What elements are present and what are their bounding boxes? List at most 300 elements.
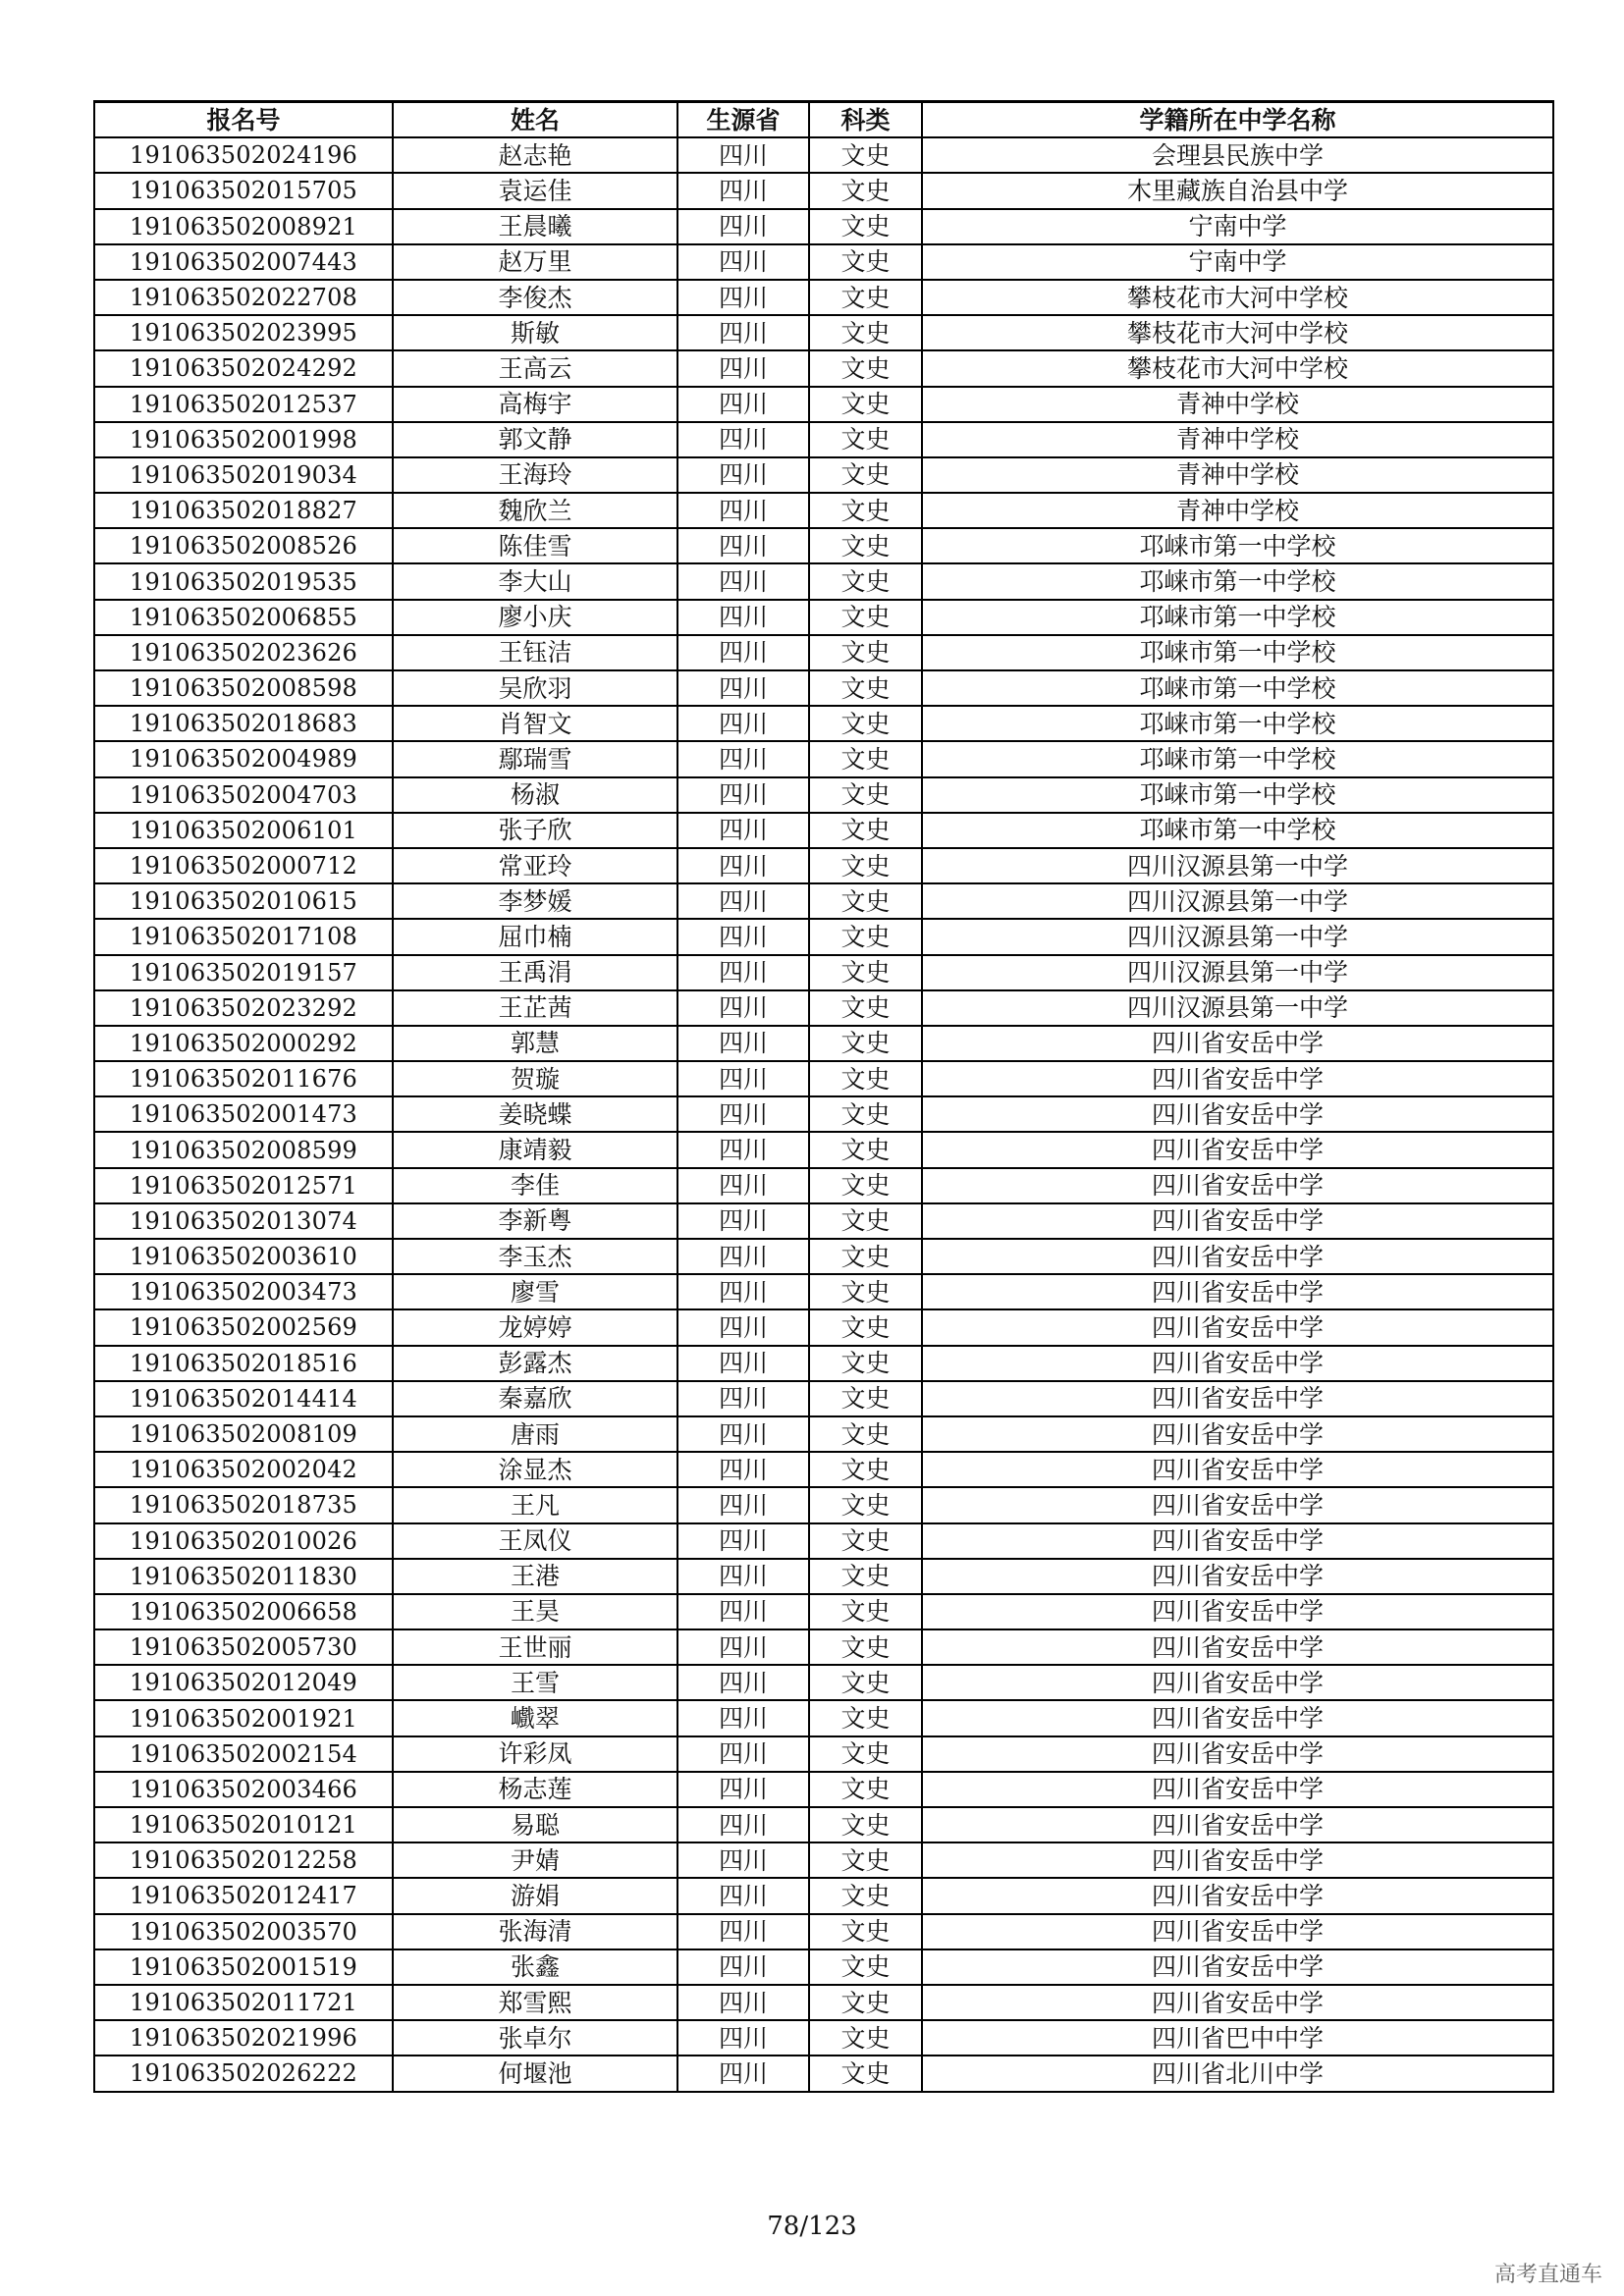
cell-subject-category: 文史 <box>809 706 922 741</box>
cell-province: 四川 <box>677 1736 809 1772</box>
cell-name: 廖雪 <box>393 1274 677 1309</box>
cell-name: 郭文静 <box>393 422 677 457</box>
cell-province: 四川 <box>677 280 809 315</box>
cell-name: 王凡 <box>393 1487 677 1522</box>
cell-name: 王昊 <box>393 1594 677 1629</box>
cell-subject-category: 文史 <box>809 600 922 635</box>
cell-province: 四川 <box>677 1842 809 1878</box>
cell-name: 李俊杰 <box>393 280 677 315</box>
cell-province: 四川 <box>677 244 809 280</box>
cell-school-name: 四川省安岳中学 <box>922 1274 1553 1309</box>
cell-registration-number: 191063502008921 <box>94 209 393 244</box>
cell-subject-category: 文史 <box>809 1807 922 1842</box>
cell-name: 游娟 <box>393 1878 677 1913</box>
cell-province: 四川 <box>677 1096 809 1132</box>
cell-name: 张卓尔 <box>393 2020 677 2056</box>
cell-province: 四川 <box>677 635 809 670</box>
cell-province: 四川 <box>677 990 809 1026</box>
cell-registration-number: 191063502022708 <box>94 280 393 315</box>
cell-school-name: 会理县民族中学 <box>922 137 1553 173</box>
table-row <box>94 1026 1553 1061</box>
cell-name: 陈佳雪 <box>393 528 677 563</box>
cell-name: 张海清 <box>393 1914 677 1949</box>
cell-province: 四川 <box>677 457 809 493</box>
cell-school-name: 四川省安岳中学 <box>922 1452 1553 1487</box>
cell-name: 高梅宇 <box>393 387 677 422</box>
page-number: 78/123 <box>767 2212 857 2241</box>
cell-province: 四川 <box>677 493 809 528</box>
cell-school-name: 四川汉源县第一中学 <box>922 955 1553 990</box>
cell-subject-category: 文史 <box>809 422 922 457</box>
header-name: 姓名 <box>393 102 677 138</box>
cell-subject-category: 文史 <box>809 280 922 315</box>
cell-province: 四川 <box>677 1381 809 1416</box>
cell-subject-category: 文史 <box>809 883 922 919</box>
table-row <box>94 955 1553 990</box>
cell-subject-category: 文史 <box>809 1416 922 1452</box>
cell-subject-category: 文史 <box>809 1523 922 1559</box>
cell-school-name: 四川省安岳中学 <box>922 1309 1553 1345</box>
table-row <box>94 990 1553 1026</box>
cell-subject-category: 文史 <box>809 387 922 422</box>
table-body <box>94 137 1553 2091</box>
cell-name: 李玉杰 <box>393 1239 677 1274</box>
cell-subject-category: 文史 <box>809 741 922 776</box>
cell-name: 李佳 <box>393 1168 677 1203</box>
cell-province: 四川 <box>677 315 809 350</box>
cell-school-name: 宁南中学 <box>922 209 1553 244</box>
cell-name: 袁运佳 <box>393 173 677 208</box>
cell-registration-number: 191063502017108 <box>94 919 393 954</box>
cell-subject-category: 文史 <box>809 528 922 563</box>
cell-province: 四川 <box>677 137 809 173</box>
cell-school-name: 四川省安岳中学 <box>922 1168 1553 1203</box>
cell-school-name: 四川省安岳中学 <box>922 1096 1553 1132</box>
cell-name: 李新粤 <box>393 1203 677 1239</box>
table-row <box>94 1416 1553 1452</box>
table-row <box>94 1842 1553 1878</box>
cell-name: 张子欣 <box>393 813 677 848</box>
table-row <box>94 741 1553 776</box>
cell-registration-number: 191063502003610 <box>94 1239 393 1274</box>
cell-province: 四川 <box>677 350 809 386</box>
cell-registration-number: 191063502006101 <box>94 813 393 848</box>
cell-school-name: 邛崃市第一中学校 <box>922 813 1553 848</box>
cell-name: 王钰洁 <box>393 635 677 670</box>
cell-school-name: 四川省北川中学 <box>922 2056 1553 2091</box>
cell-name: 王雪 <box>393 1665 677 1700</box>
cell-subject-category: 文史 <box>809 244 922 280</box>
table-row <box>94 600 1553 635</box>
cell-registration-number: 191063502012258 <box>94 1842 393 1878</box>
cell-school-name: 四川汉源县第一中学 <box>922 848 1553 883</box>
cell-school-name: 攀枝花市大河中学校 <box>922 350 1553 386</box>
cell-registration-number: 191063502014414 <box>94 1381 393 1416</box>
table-row <box>94 1700 1553 1735</box>
cell-province: 四川 <box>677 1807 809 1842</box>
table-row <box>94 244 1553 280</box>
cell-school-name: 四川汉源县第一中学 <box>922 919 1553 954</box>
cell-registration-number: 191063502026222 <box>94 2056 393 2091</box>
cell-name: 贺璇 <box>393 1061 677 1096</box>
cell-school-name: 四川省巴中中学 <box>922 2020 1553 2056</box>
cell-subject-category: 文史 <box>809 777 922 813</box>
cell-name: 唐雨 <box>393 1416 677 1452</box>
table-row <box>94 387 1553 422</box>
cell-province: 四川 <box>677 1274 809 1309</box>
table-row <box>94 1096 1553 1132</box>
cell-province: 四川 <box>677 1309 809 1345</box>
cell-registration-number: 191063502008599 <box>94 1132 393 1167</box>
watermark-text: 高考直通车 <box>1493 2263 1602 2287</box>
cell-province: 四川 <box>677 706 809 741</box>
cell-registration-number: 191063502023995 <box>94 315 393 350</box>
cell-school-name: 四川省安岳中学 <box>922 1985 1553 2020</box>
cell-registration-number: 191063502001998 <box>94 422 393 457</box>
cell-registration-number: 191063502006658 <box>94 1594 393 1629</box>
cell-name: 斯敏 <box>393 315 677 350</box>
cell-registration-number: 191063502002042 <box>94 1452 393 1487</box>
cell-name: 李大山 <box>393 563 677 599</box>
cell-registration-number: 191063502011721 <box>94 1985 393 2020</box>
cell-subject-category: 文史 <box>809 919 922 954</box>
cell-school-name: 四川省安岳中学 <box>922 1700 1553 1735</box>
cell-name: 王海玲 <box>393 457 677 493</box>
cell-registration-number: 191063502019157 <box>94 955 393 990</box>
cell-province: 四川 <box>677 1168 809 1203</box>
cell-school-name: 邛崃市第一中学校 <box>922 635 1553 670</box>
cell-subject-category: 文史 <box>809 315 922 350</box>
cell-name: 屈巾楠 <box>393 919 677 954</box>
cell-school-name: 四川省安岳中学 <box>922 1878 1553 1913</box>
table-row <box>94 1985 1553 2020</box>
table-header-row <box>94 102 1553 138</box>
table-row <box>94 137 1553 173</box>
cell-subject-category: 文史 <box>809 173 922 208</box>
cell-registration-number: 191063502010615 <box>94 883 393 919</box>
cell-subject-category: 文史 <box>809 990 922 1026</box>
cell-name: 许彩凤 <box>393 1736 677 1772</box>
cell-school-name: 四川省安岳中学 <box>922 1949 1553 1985</box>
cell-registration-number: 191063502008598 <box>94 670 393 706</box>
cell-school-name: 邛崃市第一中学校 <box>922 600 1553 635</box>
cell-school-name: 四川省安岳中学 <box>922 1559 1553 1594</box>
cell-school-name: 四川汉源县第一中学 <box>922 990 1553 1026</box>
table-row <box>94 1736 1553 1772</box>
table-row <box>94 528 1553 563</box>
cell-name: 何堰池 <box>393 2056 677 2091</box>
cell-school-name: 青神中学校 <box>922 422 1553 457</box>
table-row <box>94 1949 1553 1985</box>
table-row <box>94 422 1553 457</box>
cell-school-name: 四川省安岳中学 <box>922 1487 1553 1522</box>
cell-school-name: 青神中学校 <box>922 457 1553 493</box>
cell-subject-category: 文史 <box>809 1132 922 1167</box>
table-row <box>94 1594 1553 1629</box>
cell-province: 四川 <box>677 209 809 244</box>
cell-subject-category: 文史 <box>809 1665 922 1700</box>
cell-subject-category: 文史 <box>809 1736 922 1772</box>
cell-school-name: 攀枝花市大河中学校 <box>922 315 1553 350</box>
table-row <box>94 1239 1553 1274</box>
table-row <box>94 670 1553 706</box>
cell-registration-number: 191063502010026 <box>94 1523 393 1559</box>
cell-school-name: 四川省安岳中学 <box>922 1061 1553 1096</box>
cell-name: 王世丽 <box>393 1629 677 1665</box>
cell-name: 彭露杰 <box>393 1346 677 1381</box>
cell-registration-number: 191063502011830 <box>94 1559 393 1594</box>
cell-school-name: 宁南中学 <box>922 244 1553 280</box>
table-row <box>94 1203 1553 1239</box>
cell-registration-number: 191063502018683 <box>94 706 393 741</box>
cell-registration-number: 191063502013074 <box>94 1203 393 1239</box>
cell-registration-number: 191063502023292 <box>94 990 393 1026</box>
cell-province: 四川 <box>677 1700 809 1735</box>
table-row <box>94 1061 1553 1096</box>
cell-registration-number: 191063502008109 <box>94 1416 393 1452</box>
cell-registration-number: 191063502019034 <box>94 457 393 493</box>
cell-province: 四川 <box>677 2056 809 2091</box>
cell-name: 涂显杰 <box>393 1452 677 1487</box>
cell-registration-number: 191063502024292 <box>94 350 393 386</box>
cell-registration-number: 191063502003570 <box>94 1914 393 1949</box>
cell-name: 赵志艳 <box>393 137 677 173</box>
table-row <box>94 1309 1553 1345</box>
cell-province: 四川 <box>677 600 809 635</box>
table-row <box>94 919 1553 954</box>
cell-province: 四川 <box>677 741 809 776</box>
cell-school-name: 邛崃市第一中学校 <box>922 777 1553 813</box>
cell-province: 四川 <box>677 1487 809 1522</box>
table-row <box>94 1168 1553 1203</box>
cell-name: 王禹涓 <box>393 955 677 990</box>
cell-province: 四川 <box>677 813 809 848</box>
cell-name: 王高云 <box>393 350 677 386</box>
cell-registration-number: 191063502018516 <box>94 1346 393 1381</box>
cell-registration-number: 191063502012571 <box>94 1168 393 1203</box>
cell-subject-category: 文史 <box>809 1381 922 1416</box>
cell-school-name: 青神中学校 <box>922 387 1553 422</box>
cell-school-name: 青神中学校 <box>922 493 1553 528</box>
cell-name: 张鑫 <box>393 1949 677 1985</box>
table-row <box>94 1807 1553 1842</box>
cell-name: 杨淑 <box>393 777 677 813</box>
table-row <box>94 777 1553 813</box>
cell-subject-category: 文史 <box>809 2056 922 2091</box>
cell-name: 李梦媛 <box>393 883 677 919</box>
cell-school-name: 四川汉源县第一中学 <box>922 883 1553 919</box>
cell-school-name: 四川省安岳中学 <box>922 1665 1553 1700</box>
header-province: 生源省 <box>677 102 809 138</box>
cell-name: 魏欣兰 <box>393 493 677 528</box>
cell-province: 四川 <box>677 1026 809 1061</box>
cell-registration-number: 191063502010121 <box>94 1807 393 1842</box>
cell-name: 廖小庆 <box>393 600 677 635</box>
table-row <box>94 848 1553 883</box>
cell-subject-category: 文史 <box>809 350 922 386</box>
table-row <box>94 883 1553 919</box>
cell-registration-number: 191063502018735 <box>94 1487 393 1522</box>
cell-school-name: 四川省安岳中学 <box>922 1026 1553 1061</box>
table-row <box>94 813 1553 848</box>
cell-province: 四川 <box>677 777 809 813</box>
cell-registration-number: 191063502002154 <box>94 1736 393 1772</box>
cell-registration-number: 191063502005730 <box>94 1629 393 1665</box>
cell-province: 四川 <box>677 173 809 208</box>
cell-province: 四川 <box>677 2020 809 2056</box>
cell-subject-category: 文史 <box>809 457 922 493</box>
table-row <box>94 315 1553 350</box>
cell-registration-number: 191063502001473 <box>94 1096 393 1132</box>
cell-subject-category: 文史 <box>809 1878 922 1913</box>
table-row <box>94 2020 1553 2056</box>
cell-school-name: 邛崃市第一中学校 <box>922 670 1553 706</box>
cell-school-name: 四川省安岳中学 <box>922 1239 1553 1274</box>
cell-name: 王凤仪 <box>393 1523 677 1559</box>
cell-subject-category: 文史 <box>809 1239 922 1274</box>
cell-registration-number: 191063502001519 <box>94 1949 393 1985</box>
table-row <box>94 1559 1553 1594</box>
cell-registration-number: 191063502003473 <box>94 1274 393 1309</box>
cell-province: 四川 <box>677 528 809 563</box>
cell-name: 尹婧 <box>393 1842 677 1878</box>
cell-subject-category: 文史 <box>809 1346 922 1381</box>
cell-school-name: 攀枝花市大河中学校 <box>922 280 1553 315</box>
table-row <box>94 2056 1553 2091</box>
cell-subject-category: 文史 <box>809 137 922 173</box>
cell-registration-number: 191063502007443 <box>94 244 393 280</box>
cell-province: 四川 <box>677 955 809 990</box>
cell-school-name: 四川省安岳中学 <box>922 1772 1553 1807</box>
cell-school-name: 四川省安岳中学 <box>922 1203 1553 1239</box>
table-row <box>94 1914 1553 1949</box>
cell-subject-category: 文史 <box>809 493 922 528</box>
cell-subject-category: 文史 <box>809 2020 922 2056</box>
cell-name: 易聪 <box>393 1807 677 1842</box>
table-row <box>94 173 1553 208</box>
cell-registration-number: 191063502015705 <box>94 173 393 208</box>
cell-registration-number: 191063502000712 <box>94 848 393 883</box>
cell-province: 四川 <box>677 1914 809 1949</box>
cell-registration-number: 191063502004989 <box>94 741 393 776</box>
cell-province: 四川 <box>677 1629 809 1665</box>
header-school-name: 学籍所在中学名称 <box>922 102 1553 138</box>
cell-province: 四川 <box>677 1772 809 1807</box>
cell-province: 四川 <box>677 422 809 457</box>
cell-registration-number: 191063502001921 <box>94 1700 393 1735</box>
table-row <box>94 209 1553 244</box>
cell-province: 四川 <box>677 1594 809 1629</box>
cell-registration-number: 191063502012417 <box>94 1878 393 1913</box>
cell-name: 王港 <box>393 1559 677 1594</box>
cell-name: 吴欣羽 <box>393 670 677 706</box>
cell-name: 常亚玲 <box>393 848 677 883</box>
table-row <box>94 1132 1553 1167</box>
cell-name: 赵万里 <box>393 244 677 280</box>
cell-subject-category: 文史 <box>809 955 922 990</box>
cell-name: 姜晓蝶 <box>393 1096 677 1132</box>
cell-subject-category: 文史 <box>809 1026 922 1061</box>
cell-school-name: 四川省安岳中学 <box>922 1416 1553 1452</box>
cell-subject-category: 文史 <box>809 1772 922 1807</box>
cell-province: 四川 <box>677 387 809 422</box>
cell-province: 四川 <box>677 848 809 883</box>
cell-subject-category: 文史 <box>809 670 922 706</box>
cell-school-name: 四川省安岳中学 <box>922 1629 1553 1665</box>
cell-province: 四川 <box>677 1523 809 1559</box>
cell-school-name: 四川省安岳中学 <box>922 1523 1553 1559</box>
cell-subject-category: 文史 <box>809 1700 922 1735</box>
cell-subject-category: 文史 <box>809 1452 922 1487</box>
cell-name: 郭慧 <box>393 1026 677 1061</box>
header-subject-category: 科类 <box>809 102 922 138</box>
cell-province: 四川 <box>677 1132 809 1167</box>
cell-name: 王芷茜 <box>393 990 677 1026</box>
cell-registration-number: 191063502012049 <box>94 1665 393 1700</box>
cell-subject-category: 文史 <box>809 563 922 599</box>
table-row <box>94 1772 1553 1807</box>
cell-province: 四川 <box>677 1878 809 1913</box>
cell-province: 四川 <box>677 670 809 706</box>
cell-subject-category: 文史 <box>809 1309 922 1345</box>
cell-school-name: 四川省安岳中学 <box>922 1807 1553 1842</box>
cell-name: 王晨曦 <box>393 209 677 244</box>
table-row <box>94 1878 1553 1913</box>
admission-roster-table <box>93 100 1554 2093</box>
cell-registration-number: 191063502011676 <box>94 1061 393 1096</box>
cell-subject-category: 文史 <box>809 1842 922 1878</box>
cell-name: 郑雪熙 <box>393 1985 677 2020</box>
cell-subject-category: 文史 <box>809 1985 922 2020</box>
table-row <box>94 1523 1553 1559</box>
cell-school-name: 四川省安岳中学 <box>922 1736 1553 1772</box>
header-registration-number: 报名号 <box>94 102 393 138</box>
cell-name: 肖智文 <box>393 706 677 741</box>
cell-subject-category: 文史 <box>809 635 922 670</box>
cell-school-name: 四川省安岳中学 <box>922 1842 1553 1878</box>
cell-registration-number: 191063502006855 <box>94 600 393 635</box>
cell-registration-number: 191063502003466 <box>94 1772 393 1807</box>
table-row <box>94 1274 1553 1309</box>
cell-province: 四川 <box>677 1665 809 1700</box>
cell-school-name: 邛崃市第一中学校 <box>922 741 1553 776</box>
cell-registration-number: 191063502002569 <box>94 1309 393 1345</box>
cell-name: 秦嘉欣 <box>393 1381 677 1416</box>
cell-subject-category: 文史 <box>809 1168 922 1203</box>
cell-province: 四川 <box>677 1416 809 1452</box>
cell-registration-number: 191063502012537 <box>94 387 393 422</box>
cell-subject-category: 文史 <box>809 209 922 244</box>
cell-province: 四川 <box>677 1985 809 2020</box>
cell-registration-number: 191063502023626 <box>94 635 393 670</box>
cell-province: 四川 <box>677 1061 809 1096</box>
cell-school-name: 四川省安岳中学 <box>922 1914 1553 1949</box>
cell-subject-category: 文史 <box>809 1949 922 1985</box>
table-row <box>94 1381 1553 1416</box>
cell-subject-category: 文史 <box>809 1061 922 1096</box>
cell-school-name: 木里藏族自治县中学 <box>922 173 1553 208</box>
table-row <box>94 1629 1553 1665</box>
cell-subject-category: 文史 <box>809 848 922 883</box>
table-row <box>94 1452 1553 1487</box>
table-row <box>94 706 1553 741</box>
cell-school-name: 四川省安岳中学 <box>922 1132 1553 1167</box>
cell-registration-number: 191063502019535 <box>94 563 393 599</box>
cell-province: 四川 <box>677 1203 809 1239</box>
table-row <box>94 493 1553 528</box>
cell-registration-number: 191063502021996 <box>94 2020 393 2056</box>
cell-province: 四川 <box>677 563 809 599</box>
